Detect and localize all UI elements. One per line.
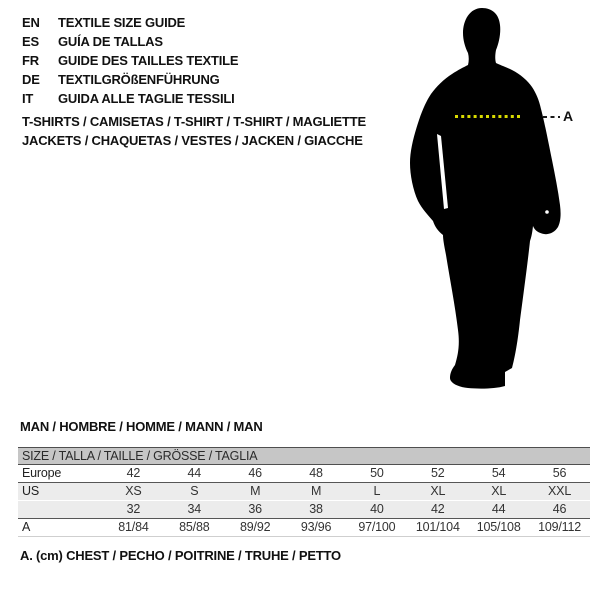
table-cell: 85/88 xyxy=(179,520,210,534)
table-cell: 42 xyxy=(431,502,445,516)
table-cell: M xyxy=(250,484,261,498)
table-row-numeric xyxy=(18,501,590,519)
language-label: TEXTILE SIZE GUIDE xyxy=(58,15,186,30)
table-cell: 46 xyxy=(248,466,262,480)
language-code: ES xyxy=(22,34,39,49)
man-silhouette-body xyxy=(410,8,561,389)
table-cell: 36 xyxy=(248,502,262,516)
footnote-chest-measure: A. (cm) CHEST / PECHO / POITRINE / TRUHE / PETTO xyxy=(20,548,341,563)
table-cell: XS xyxy=(125,484,142,498)
table-cell: 44 xyxy=(491,502,506,516)
table-cell: XXL xyxy=(548,484,572,498)
size-table-header: SIZE / TALLA / TAILLE / GRÖSSE / TAGLIA xyxy=(18,447,590,465)
measure-label-a: A xyxy=(563,108,573,124)
language-row-it xyxy=(22,89,238,108)
table-row-europe xyxy=(18,465,590,483)
table-cell: 38 xyxy=(309,502,323,516)
language-label: GUIDA ALLE TAGLIE TESSILI xyxy=(58,91,235,106)
table-row-chest-a xyxy=(18,519,590,537)
man-silhouette-figure xyxy=(400,5,570,395)
table-cell: 89/92 xyxy=(240,520,271,534)
language-row-es xyxy=(22,32,238,51)
table-cell: 46 xyxy=(552,502,567,516)
table-cell: 109/112 xyxy=(538,520,581,534)
size-table xyxy=(18,447,590,537)
row-label: US xyxy=(22,484,39,498)
table-cell: 52 xyxy=(431,466,445,480)
table-cell: 40 xyxy=(370,502,384,516)
language-label: GUIDE DES TAILLES TEXTILE xyxy=(58,53,239,68)
language-row-de xyxy=(22,70,238,89)
table-cell: M xyxy=(310,484,322,498)
table-cell: 48 xyxy=(309,466,323,480)
row-label xyxy=(18,501,103,518)
table-cell: 44 xyxy=(187,466,202,480)
table-cell: 81/84 xyxy=(118,520,149,534)
thumb-notch xyxy=(545,210,549,214)
language-label: TEXTILGRÖßENFÜHRUNG xyxy=(58,72,220,87)
language-row-en xyxy=(22,13,238,32)
table-row-us xyxy=(18,483,590,501)
language-code: IT xyxy=(22,91,34,106)
table-cell: 50 xyxy=(370,466,384,480)
language-list xyxy=(22,13,238,108)
table-cell: 56 xyxy=(552,466,567,480)
table-cell: 105/108 xyxy=(476,520,521,534)
category-tshirts: T-SHIRTS / CAMISETAS / T-SHIRT / T-SHIRT / MAGLIETTE xyxy=(22,114,366,129)
table-cell: 42 xyxy=(126,466,141,480)
row-label: Europe xyxy=(22,466,62,480)
table-cell: XL xyxy=(430,484,446,498)
table-cell: 34 xyxy=(187,502,202,516)
table-cell: 97/100 xyxy=(358,520,396,534)
table-cell: 54 xyxy=(491,466,506,480)
language-row-fr xyxy=(22,51,238,70)
table-cell: S xyxy=(190,484,199,498)
section-title-man: MAN / HOMBRE / HOMME / MANN / MAN xyxy=(20,419,263,434)
language-label: GUÍA DE TALLAS xyxy=(58,34,163,49)
language-code: FR xyxy=(22,53,39,68)
category-jackets: JACKETS / CHAQUETAS / VESTES / JACKEN / GIACCHE xyxy=(22,133,363,148)
table-cell: 32 xyxy=(126,502,141,516)
language-code: EN xyxy=(22,15,40,30)
table-cell: L xyxy=(373,484,381,498)
man-silhouette-graphic xyxy=(400,5,570,395)
table-cell: XL xyxy=(491,484,507,498)
garment-categories xyxy=(22,112,366,150)
table-cell: 93/96 xyxy=(300,520,332,534)
row-label: A xyxy=(22,520,31,534)
table-cell: 101/104 xyxy=(415,520,460,534)
language-code: DE xyxy=(22,72,40,87)
